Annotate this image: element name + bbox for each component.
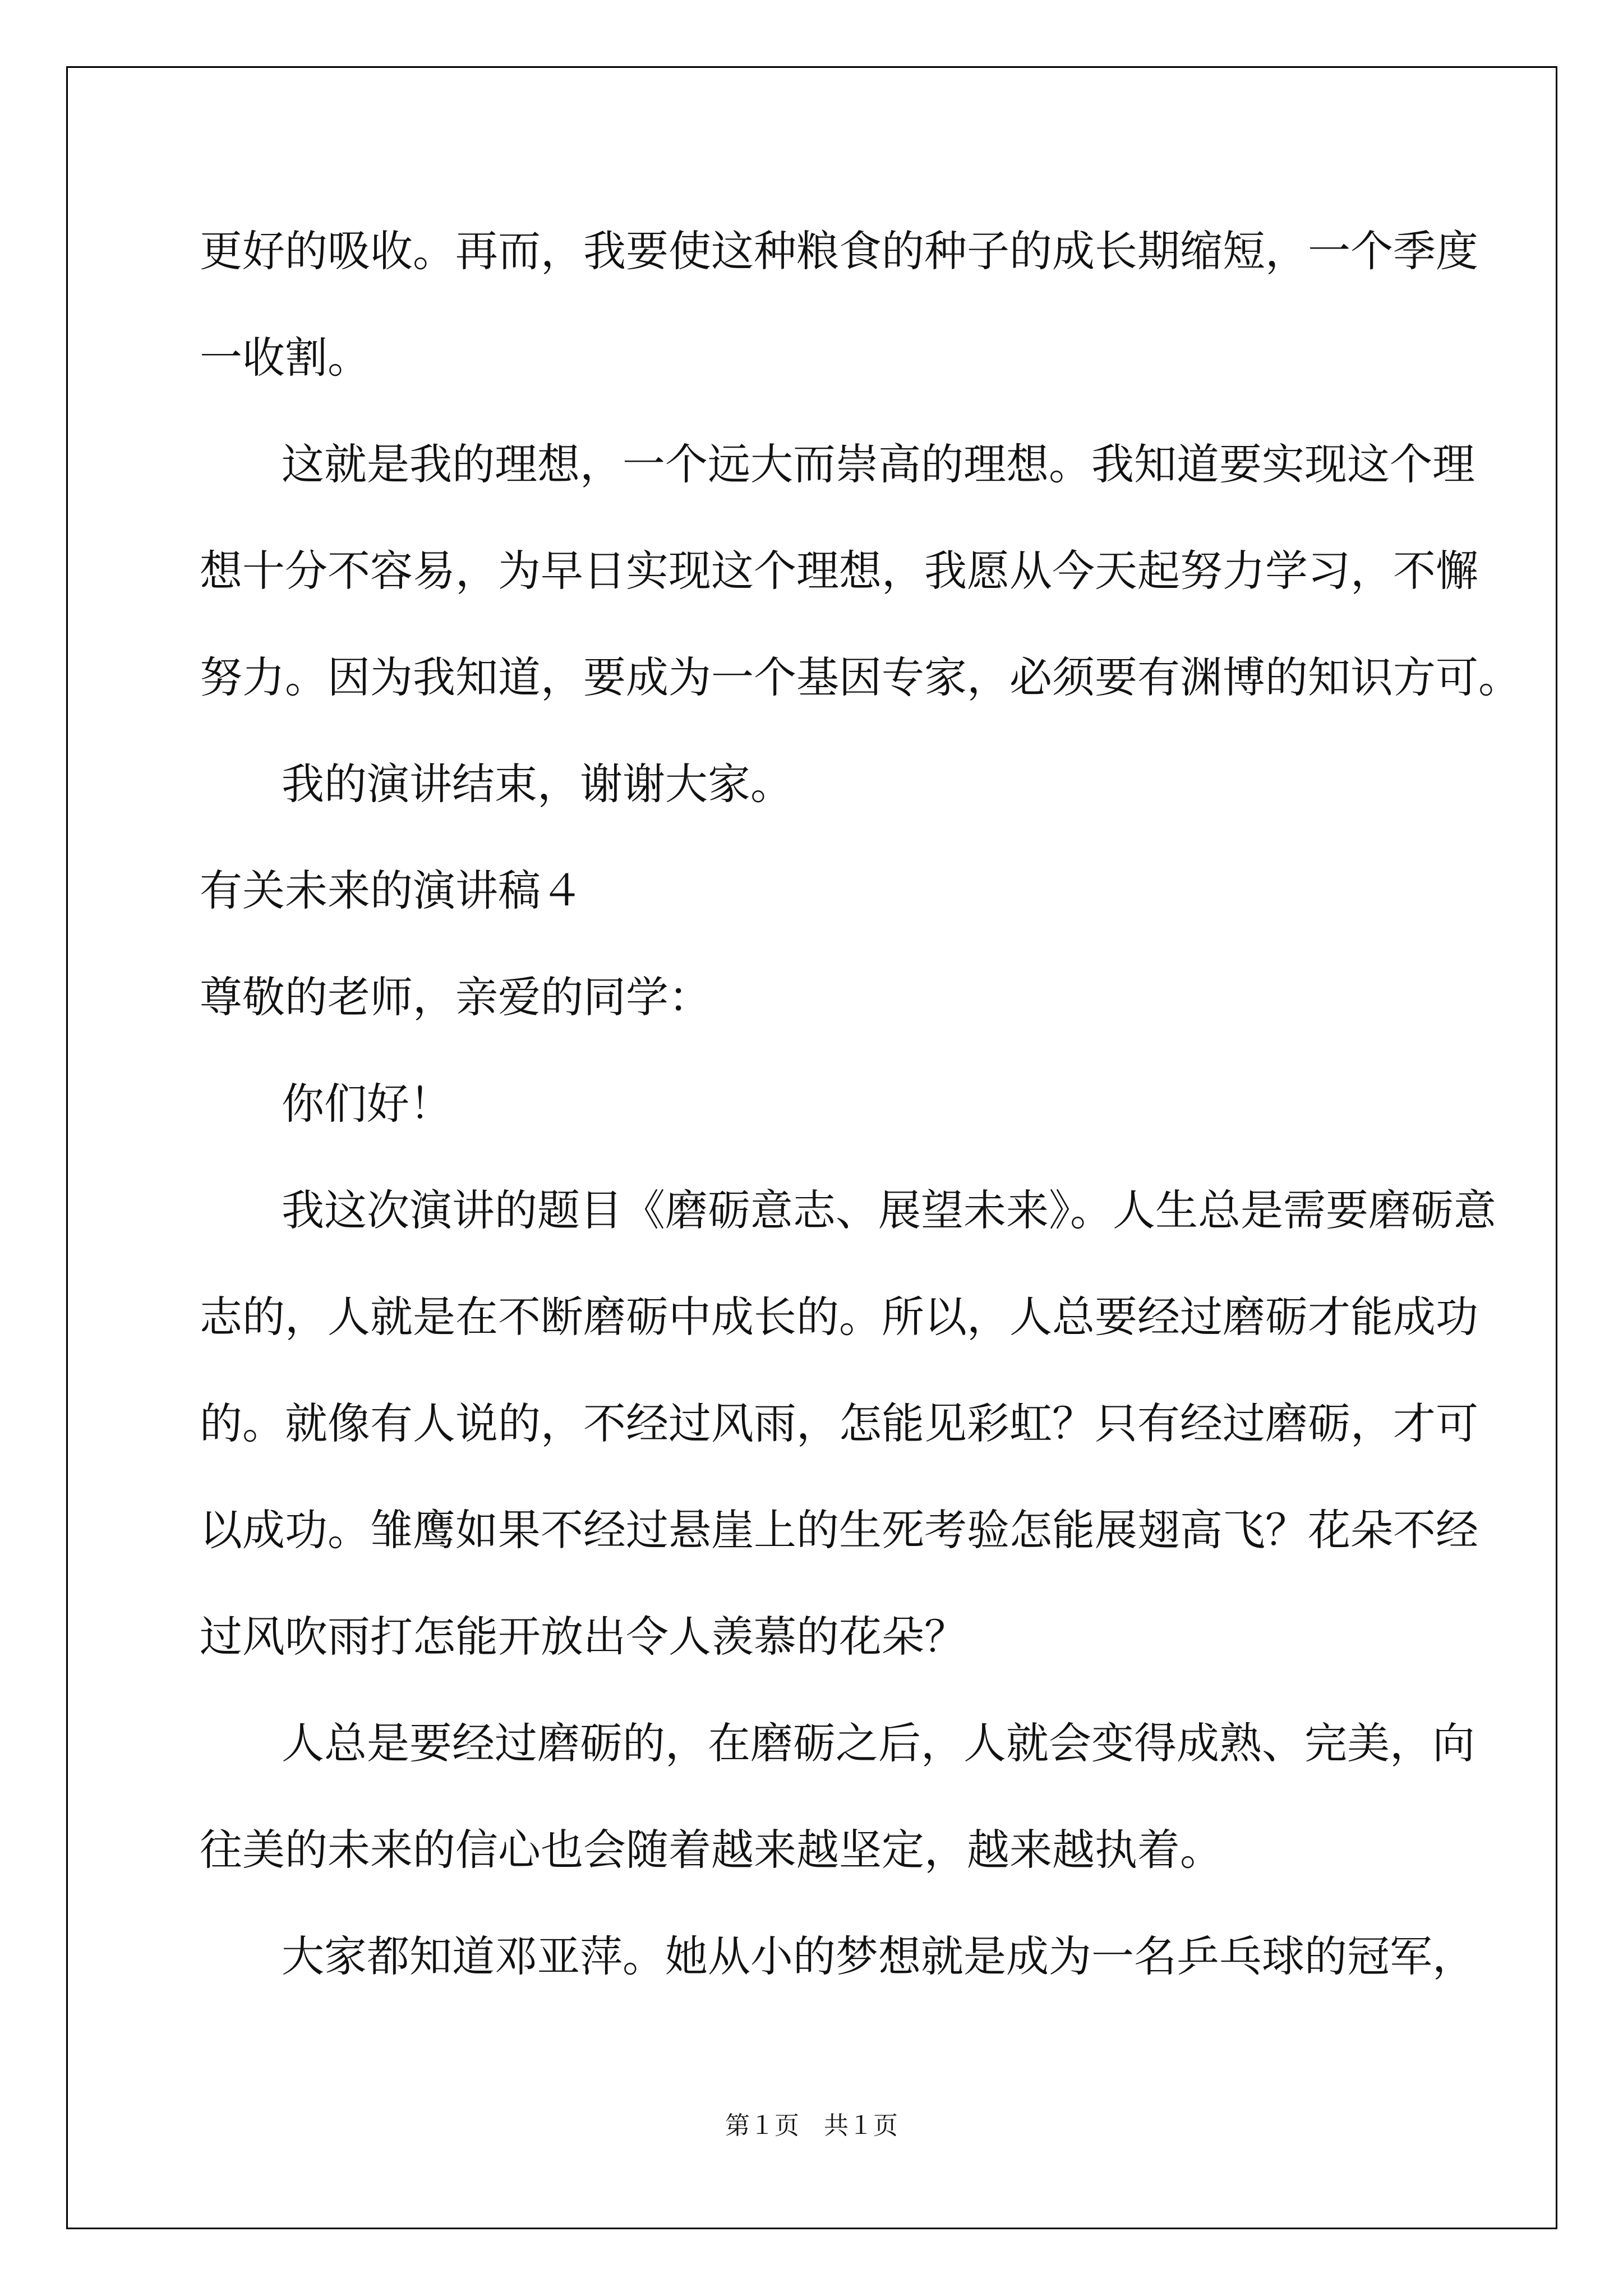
section-heading: 有关未来的演讲稿４ [200, 866, 583, 915]
body-line: 一收割。 [200, 333, 370, 383]
body-line: 往美的未来的信心也会随着越来越坚定，越来越执着。 [200, 1825, 1223, 1875]
paragraph-line: 我这次演讲的题目《磨砺意志、展望未来》。人生总是需要磨砺意 [282, 1185, 1496, 1235]
paragraph-line: 大家都知道邓亚萍。她从小的梦想就是成为一名乒乓球的冠军， [282, 1931, 1475, 1981]
body-line: 志的，人就是在不断磨砺中成长的。所以，人总要经过磨砺才能成功 [200, 1292, 1478, 1342]
body-line: 过风吹雨打怎能开放出令人羡慕的花朵？ [200, 1612, 967, 1662]
paragraph-line: 人总是要经过磨砺的，在磨砺之后，人就会变得成熟、完美，向 [282, 1718, 1475, 1768]
body-line: 的。就像有人说的，不经过风雨，怎能见彩虹？只有经过磨砺，才可 [200, 1398, 1478, 1448]
body-line: 更好的吸收。再而，我要使这种粮食的种子的成长期缩短，一个季度 [200, 226, 1478, 276]
greeting: 你们好！ [282, 1079, 452, 1129]
body-line: 努力。因为我知道，要成为一个基因专家，必须要有渊博的知识方可。 [200, 652, 1521, 702]
salutation: 尊敬的老师，亲爱的同学： [200, 972, 711, 1022]
paragraph-line: 这就是我的理想，一个远大而崇高的理想。我知道要实现这个理 [282, 439, 1475, 489]
paragraph-line: 我的演讲结束，谢谢大家。 [282, 759, 793, 809]
document-page [66, 66, 1557, 2229]
page-footer: 第１页 共１页 [725, 2111, 898, 2140]
body-line: 想十分不容易，为早日实现这个理想，我愿从今天起努力学习，不懈 [200, 546, 1478, 596]
body-line: 以成功。雏鹰如果不经过悬崖上的生死考验怎能展翅高飞？花朵不经 [200, 1505, 1478, 1555]
